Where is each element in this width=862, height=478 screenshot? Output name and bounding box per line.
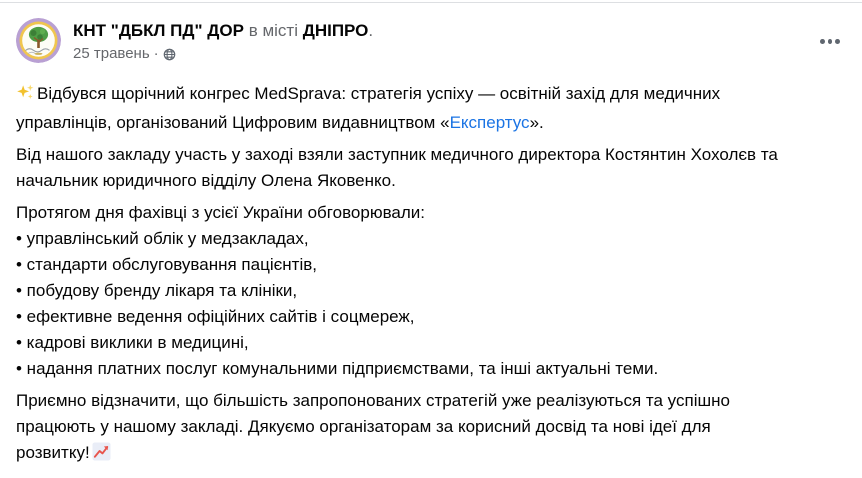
post-text-line (16, 142, 846, 168)
post-text-run: • управлінський облік у медзакладах, (16, 229, 309, 248)
post-text-run: • побудову бренду лікаря та клініки, (16, 281, 298, 300)
post-text-run: Протягом дня фахівці з усієї України обговорювали: (16, 203, 426, 222)
post-text-run: • ефективне ведення офіційних сайтів і соцмереж, (16, 307, 415, 326)
title-connector: в місті (243, 21, 303, 40)
post-text-run: • стандарти обслуговування пацієнтів, (16, 255, 317, 274)
post-text-line (16, 304, 846, 330)
post-header-text (73, 18, 373, 63)
sparkles-icon (16, 83, 35, 110)
post-text-run: начальник юридичного відділу Олена Яковенко. (16, 171, 396, 190)
facebook-post-card (0, 2, 862, 476)
post-text-run: • кадрові виклики в медицині, (16, 333, 249, 352)
post-text-run: Приємно відзначити, що більшість запропонованих стратегій уже реалізуються та успішно (16, 391, 730, 410)
post-text-line (16, 200, 846, 226)
post-paragraph (16, 81, 846, 136)
ellipsis-menu-icon[interactable] (814, 25, 846, 57)
post-text-run: розвитку! (16, 443, 90, 462)
post-timestamp[interactable]: 25 травень (73, 45, 150, 62)
post-body (0, 81, 862, 469)
post-text-line (16, 414, 846, 440)
post-text-line (16, 110, 846, 136)
post-text-run: управлінців, організований Цифровим видавництвом « (16, 113, 450, 132)
post-text-line (16, 356, 846, 382)
meta-separator: · (153, 45, 159, 62)
title-suffix: . (368, 21, 374, 40)
tree-logo-avatar[interactable] (16, 18, 61, 63)
post-header (0, 3, 862, 63)
post-paragraph (16, 200, 846, 382)
post-meta-line (73, 45, 373, 63)
page-name-link[interactable]: КНТ "ДБКЛ ПД" ДОР (73, 21, 244, 40)
post-text-run: Від нашого закладу участь у заході взяли заступник медичного директора Костянтин Хохолєв та (16, 145, 778, 164)
location-link[interactable]: ДНІПРО (302, 21, 369, 40)
post-paragraph (16, 388, 846, 469)
chart-increasing-icon (92, 442, 111, 469)
post-text-line (16, 81, 846, 110)
post-text-line (16, 388, 846, 414)
globe-public-icon (163, 48, 176, 61)
post-text-line (16, 226, 846, 252)
post-title-line (73, 19, 373, 42)
post-text-line (16, 252, 846, 278)
post-text-line (16, 330, 846, 356)
post-text-line (16, 440, 846, 469)
post-text-run: Відбувся щорічний конгрес MedSprava: стратегія успіху — освітній захід для медичних (37, 84, 721, 103)
post-text-run: ». (529, 113, 544, 132)
post-text-line (16, 168, 846, 194)
post-text-run: працюють у нашому закладі. Дякуємо організаторам за корисний досвід та нові ідеї для (16, 417, 711, 436)
post-paragraph (16, 142, 846, 194)
post-text-run: • надання платних послуг комунальними підприємствами, та інші актуальні теми. (16, 359, 659, 378)
post-link[interactable]: Експертус (449, 113, 530, 132)
post-text-line (16, 278, 846, 304)
